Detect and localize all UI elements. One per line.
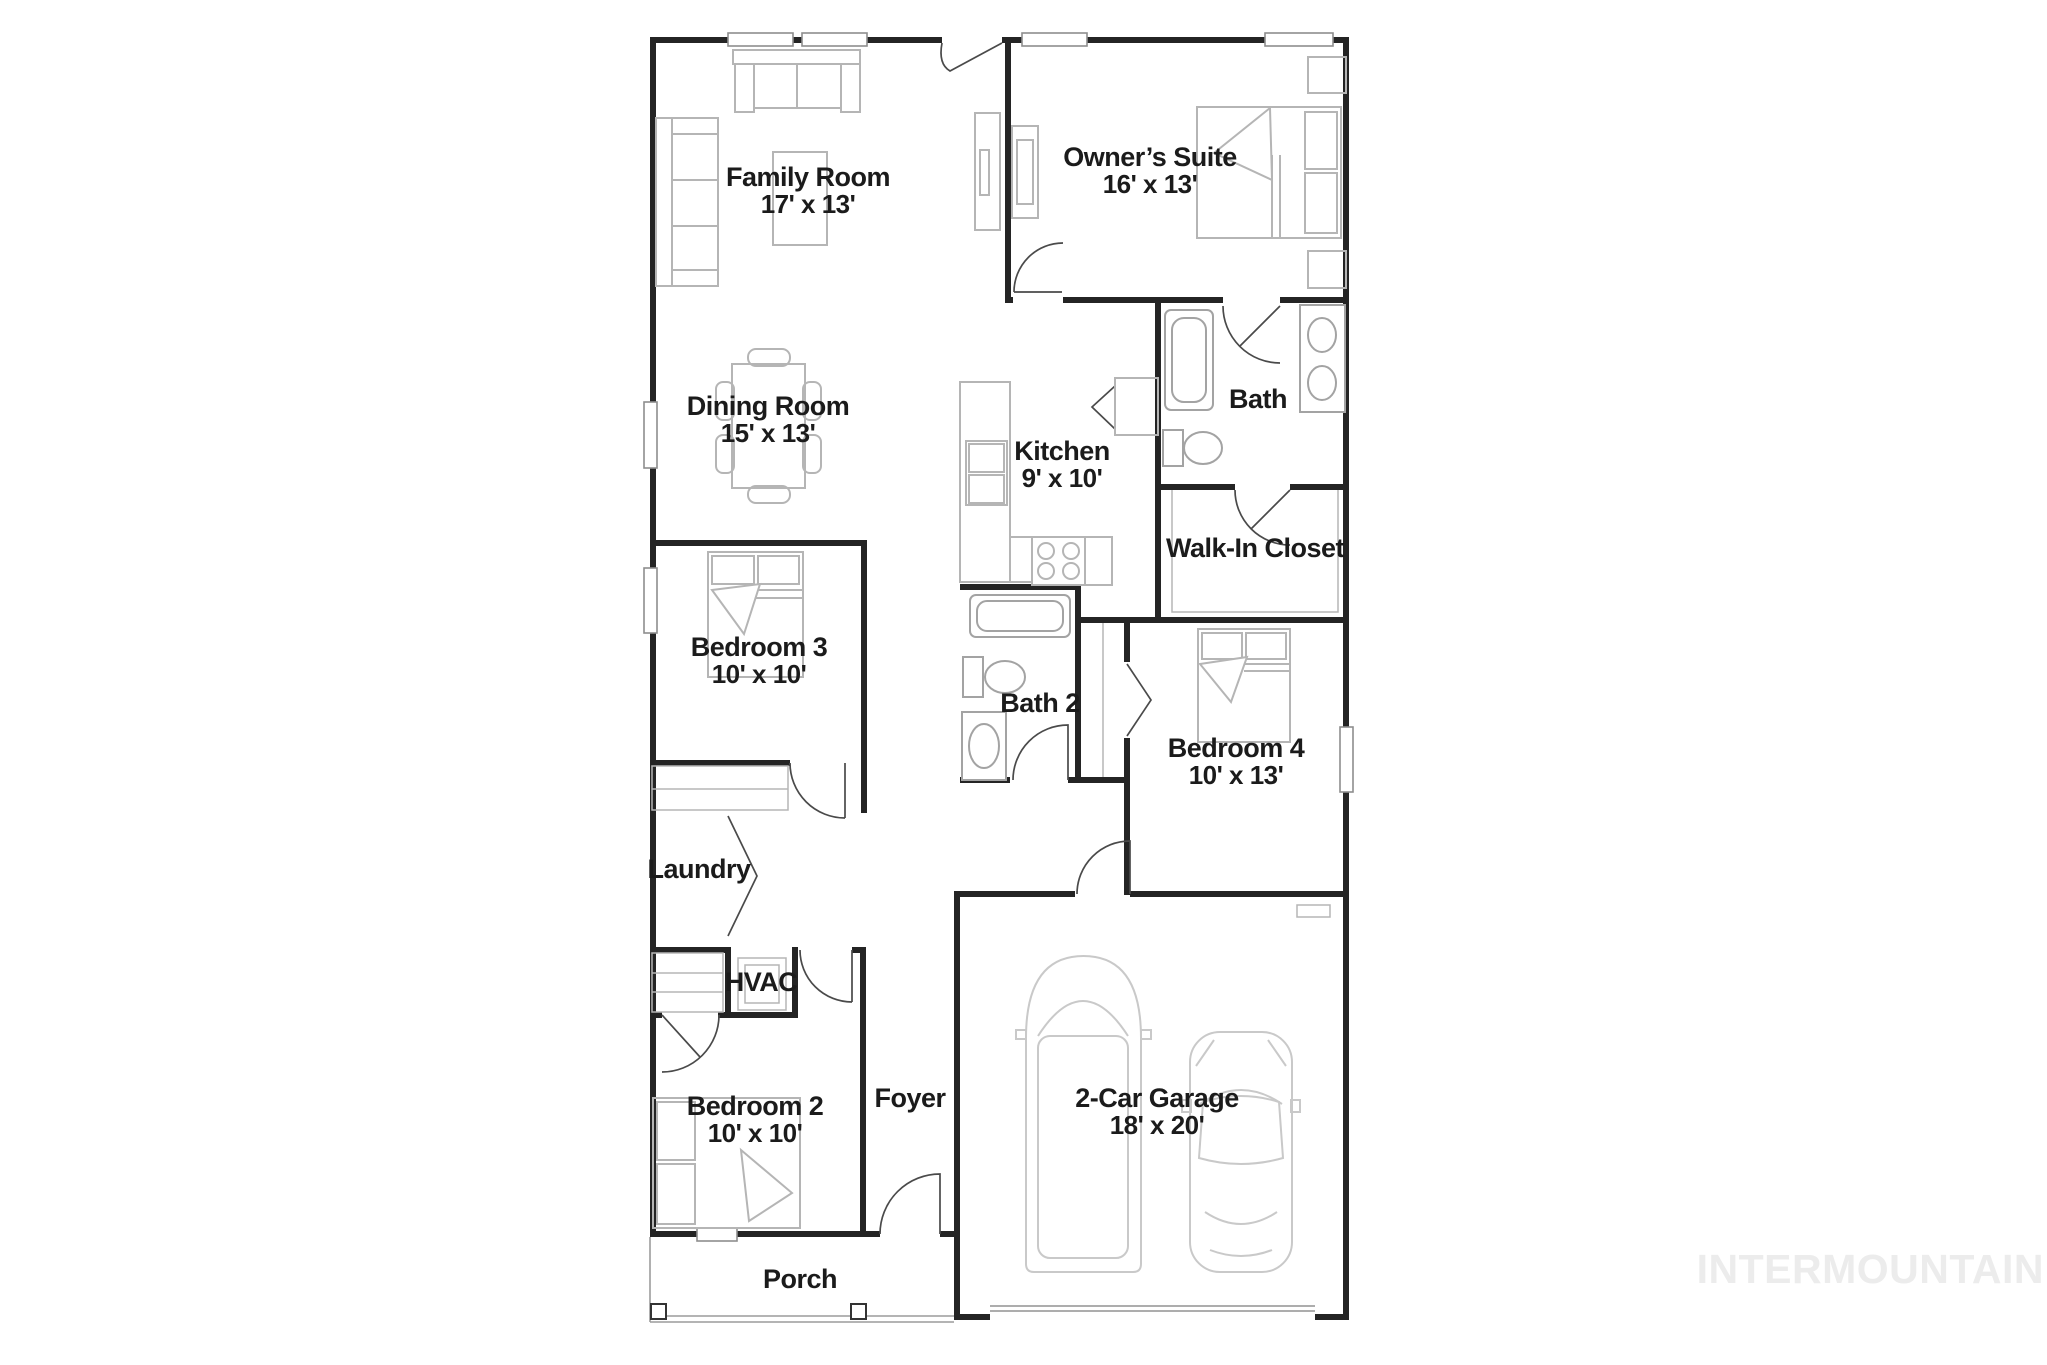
window [697,1228,737,1241]
pantry-icon [1115,378,1158,435]
bath-2-door [1013,725,1068,780]
porch-post-icon [651,1304,666,1319]
stove-icon [1032,537,1085,585]
garage-door-opener-icon [1297,905,1330,917]
sofa-icon [733,50,860,112]
dresser-icon [1012,126,1038,218]
room-dims-dining-room: 15' x 13' [720,418,816,448]
room-label-bedroom-2: Bedroom 2 [686,1091,824,1121]
room-label-laundry: Laundry [647,854,751,884]
porch-post-icon [851,1304,866,1319]
bedroom-3-door [790,763,845,818]
room-label-bedroom-4: Bedroom 4 [1167,733,1305,763]
window [1265,33,1333,46]
nightstand-icon [1308,57,1346,93]
room-dims-bedroom-3: 10' x 10' [711,659,807,689]
car-icon [1182,1032,1300,1272]
room-dims-family-room: 17' x 13' [760,189,856,219]
front-door [880,1174,940,1234]
toilet-icon [1163,430,1222,466]
room-label-kitchen: Kitchen [1014,436,1110,466]
room-label-bath: Bath [1229,384,1287,414]
bathtub-icon [1165,310,1213,410]
garage-entry-door [1077,841,1130,894]
room-label-hvac: HVAC [724,967,798,997]
bathtub-icon [970,595,1070,637]
room-dims-bedroom-2: 10' x 10' [707,1118,803,1148]
window [644,402,657,468]
window [728,33,793,46]
window [802,33,867,46]
room-label-foyer: Foyer [874,1083,946,1113]
back-door [941,43,1002,71]
room-dims-owners-suite: 16' x 13' [1102,169,1198,199]
room-label-owners-suite: Owner’s Suite [1063,142,1237,172]
room-label-garage: 2-Car Garage [1075,1083,1239,1113]
room-label-walk-in-closet: Walk-In Closet [1165,533,1345,563]
room-label-bedroom-3: Bedroom 3 [690,632,828,662]
owners-bed-icon [1197,107,1341,238]
sink-icon [962,712,1006,780]
sectional-couch-icon [656,118,718,286]
window [1340,727,1353,792]
bedroom-2-door [662,1015,719,1072]
window [1022,33,1087,46]
hall-door [800,950,852,1002]
room-label-dining-room: Dining Room [686,391,850,421]
garage-door-sill [990,1306,1315,1311]
owners-suite-door [1014,243,1063,292]
bath-door [1223,306,1280,363]
pantry-door [1092,386,1115,429]
room-label-bath-2: Bath 2 [1000,688,1080,718]
bedroom-4-door [1127,664,1151,736]
bed-icon [1198,629,1290,742]
room-label-porch: Porch [762,1264,838,1294]
tv-console-icon [975,113,1000,230]
closet-shelf-icon [652,766,788,810]
room-label-family-room: Family Room [725,162,891,192]
room-dims-bedroom-4: 10' x 13' [1188,760,1284,790]
nightstand-icon [1308,251,1346,288]
window [644,568,657,633]
double-sink-vanity-icon [1300,305,1345,412]
room-dims-kitchen: 9' x 10' [1021,463,1103,493]
washer-dryer-icon [652,953,723,1012]
watermark: INTERMOUNTAIN [1696,1246,2044,1292]
room-dims-garage: 18' x 20' [1109,1110,1205,1140]
